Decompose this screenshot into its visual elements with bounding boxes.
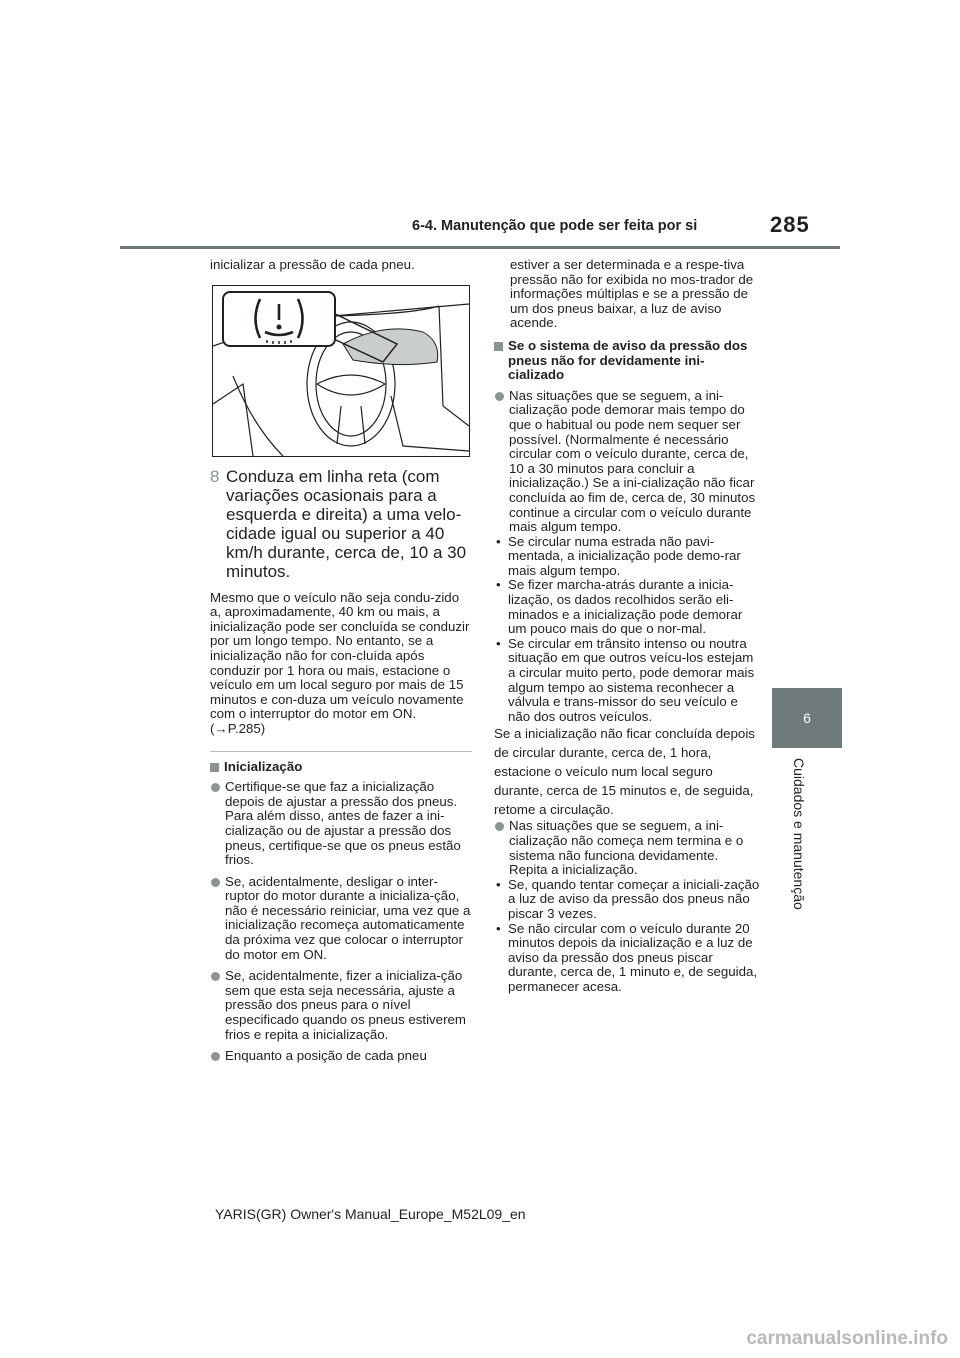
dash-item: • Se circular numa estrada não pavi-mentada, a inicialização pode demo-rar mais algum tempo.	[496, 533, 741, 578]
heading-text: Se o sistema de aviso da pressão dos pneus não for devidamente ini-cializado	[508, 337, 748, 383]
step-text: Conduza em linha reta (com variações ocasionais para a esquerda e direita) a uma velo-cidade igual ou superior a 40 km/h durante, cerca de, 10 a 30 minutos.	[226, 466, 467, 581]
list-item-text: Para além disso, antes de fazer a ini-cialização ou de ajustar a pressão dos pneus, certifique-se que os pneus estão frios.	[225, 808, 461, 868]
header-rule	[120, 246, 840, 249]
step-number: 8	[210, 466, 220, 486]
chapter-tab	[772, 688, 842, 748]
list-item	[494, 389, 760, 535]
circle-bullet-icon	[211, 878, 220, 887]
list-item-text: Nas situações que se seguem, a ini-cialização não começa nem termina e o sistema não funciona devidamente. Repita a inicialização.	[509, 818, 744, 878]
dash-item: • Se fizer marcha-atrás durante a inicia-lização, os dados recolhidos serão eli-minados e a inicialização pode demorar um pouco mais do que o nor-mal.	[496, 577, 743, 637]
dashboard-illustration	[212, 285, 470, 457]
list-item	[494, 819, 760, 877]
heading-text: Inicialização	[224, 758, 303, 774]
circle-bullet-icon	[211, 1052, 220, 1061]
heading-initialization	[210, 760, 472, 775]
list-item	[210, 1049, 472, 1064]
continued-text: estiver a ser determinada e a respe-tiva pressão não for exibida no mos-trador de informações múltiplas e se a pressão de um dos pneus baixar, a luz de aviso acende.	[510, 257, 754, 331]
paragraph: Se a inicialização não ficar concluída depois de circular durante, cerca de, 1 hora, estacione o veículo num local seguro durante, cerca de 15 minutos e, de seguida, retome a circulação.	[494, 726, 755, 818]
right-column	[494, 258, 760, 995]
circle-bullet-icon	[211, 783, 220, 792]
chapter-label-text: Cuidados e manutenção	[791, 758, 807, 910]
list-item-text: Nas situações que se seguem, a ini-cialização pode demorar mais tempo do que o habitual ou pode nem sequer ser possível. (Normalmente é necessário circular com o veículo durante, cerca de, 10 a 30 minutos para concluir a inicialização.) Se a ini-cialização não ficar concluída ao fim de, cerca de, 30 minutos continue a circular com o veículo durante mais algum tempo.	[509, 387, 756, 535]
list-item	[210, 780, 472, 868]
list-item-text: Se, acidentalmente, desligar o inter-ruptor do motor durante a inicializa-ção, não é necessário reiniciar, uma vez que a inicialização recomeça automaticamente da próxima vez que colocar o interruptor do motor em ON.	[225, 873, 471, 962]
step-note: Mesmo que o veículo não seja condu-zido a, aproximadamente, 40 km ou mais, a inicialização pode ser concluída se conduzir por um longo tempo. No entanto, se a inicialização não for con-cluída após conduzir por 1 hora ou mais, estacione o veículo em um local seguro por mais de 15 minutos e con-duza um veículo novamente com o interruptor do motor em ON. (→P.285)	[210, 589, 470, 736]
chapter-number: 6	[803, 710, 811, 726]
chapter-label	[783, 758, 807, 918]
dash-item: • Se circular em trânsito intenso ou noutra situação em que outros veícu-los estejam a circular muito perto, pode demorar mais algum tempo ao sistema reconhecer a válvula e trans-missor do seu veículo e não dos outros veículos.	[496, 635, 755, 724]
circle-bullet-icon	[495, 392, 504, 401]
intro-text: inicializar a pressão de cada pneu.	[210, 257, 415, 272]
section-title: 6-4. Manutenção que pode ser feita por si	[412, 218, 698, 234]
step-8	[210, 467, 472, 581]
list-item	[210, 969, 472, 1042]
square-bullet-icon	[494, 342, 503, 351]
footer-text: YARIS(GR) Owner's Manual_Europe_M52L09_en	[215, 1206, 526, 1222]
list-item-text: Enquanto a posição de cada pneu	[225, 1048, 427, 1064]
circle-bullet-icon	[495, 822, 504, 831]
list-item-text: Se, acidentalmente, fizer a inicializa-ção sem que esta seja necessária, ajuste a pressão dos pneus para o nível especificado quando os pneus estiverem frios e repita a inicialização.	[225, 968, 466, 1042]
square-bullet-icon	[210, 763, 219, 772]
circle-bullet-icon	[211, 972, 220, 981]
dash-item: • Se não circular com o veículo durante 20 minutos depois da inicialização e a luz de aviso da pressão dos pneus piscar durante, cerca de, 1 minuto e, de seguida, permanecer acesa.	[496, 920, 758, 994]
dash-item: • Se, quando tentar começar a iniciali-zação a luz de aviso da pressão dos pneus não piscar 3 vezes.	[496, 876, 760, 921]
watermark: carmanualsonline.info	[746, 1328, 948, 1349]
steering-wheel-figure	[213, 286, 469, 456]
page-number: 285	[770, 212, 810, 237]
heading-not-initialized	[494, 339, 760, 383]
list-item-text: Certifique-se que faz a inicialização depois de ajustar a pressão dos pneus.	[225, 779, 458, 809]
list-item	[210, 875, 472, 963]
divider	[210, 751, 472, 752]
left-column	[210, 258, 472, 1071]
